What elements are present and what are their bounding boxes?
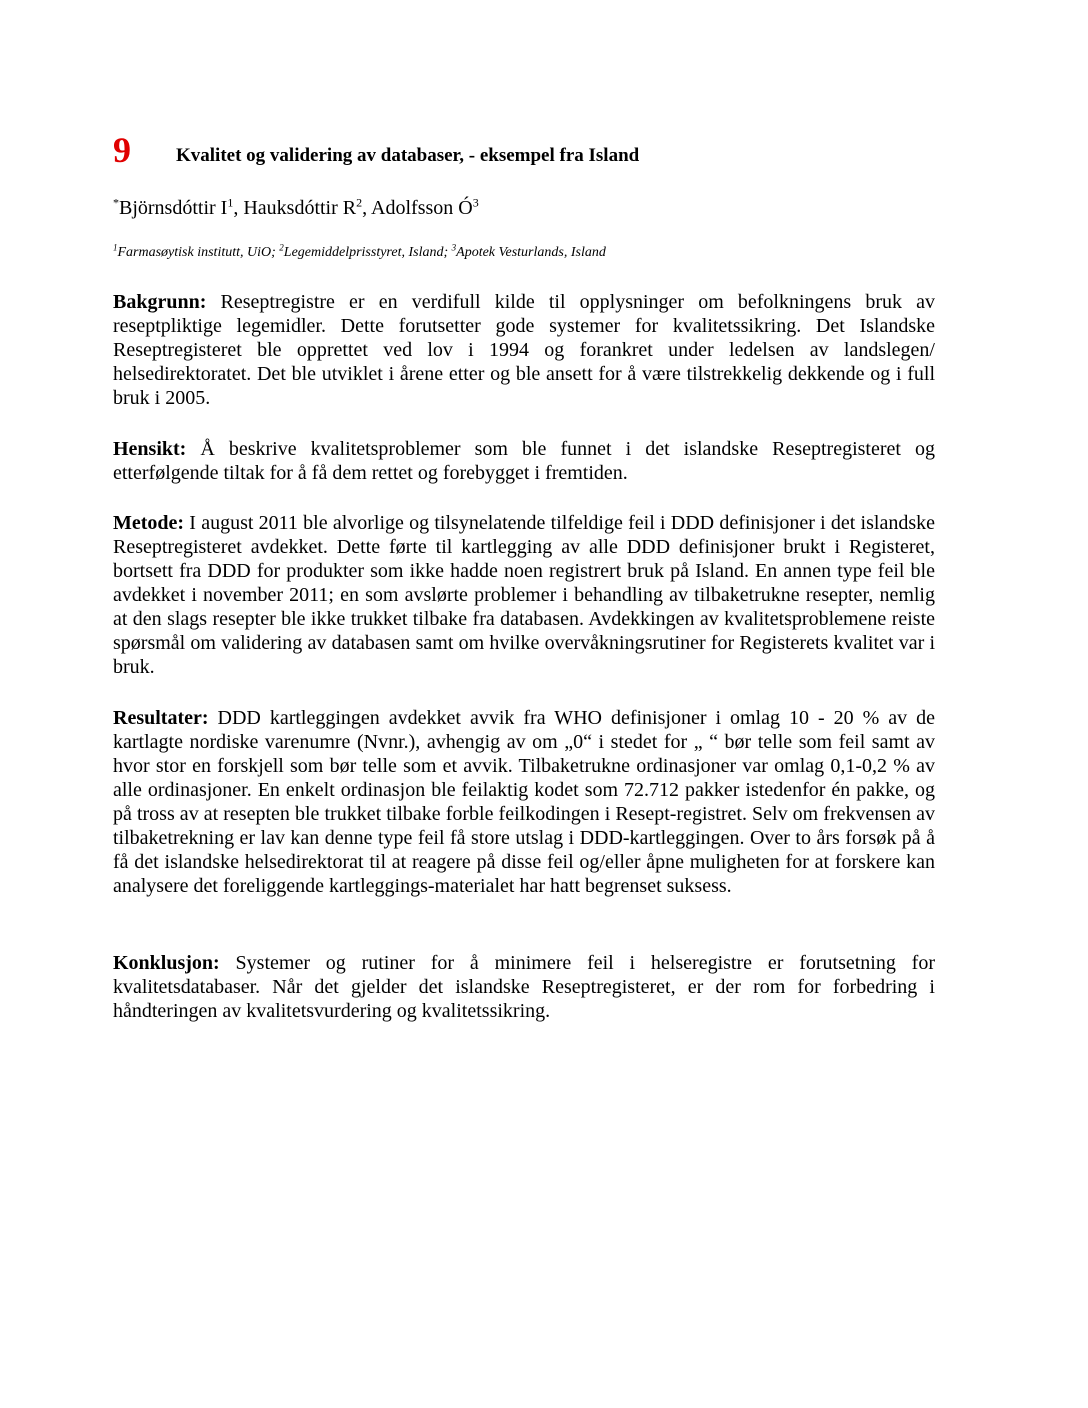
author-affiliation-ref: 2: [356, 195, 363, 210]
author-name: Adolfsson Ó: [371, 197, 473, 219]
section-bakgrunn: [113, 290, 935, 410]
affiliation-text: Legemiddelprisstyret, Island;: [283, 245, 452, 260]
corresponding-author-marker: *: [113, 195, 119, 210]
section-text: DDD kartleggingen avdekket avvik fra WHO definisjoner i omlag 10 - 20 % av de kartlagte nordiske varenumre (Nvnr.), avhengig av om „0“ i stedet for „ “ bør telle som feil samt av hvor stor en forskjell som bør telle som et avvik. Tilbaketrukne ordinasjoner var omlag 0,1-0,2 % av alle ordinasjoner. En enkelt ordinasjon ble feilaktig kodet som 72.712 pakker istedenfor én pakke, og på tross av at resepten ble trukket tilbake forble feilkodingen i Resept-registret. Selv om frekvensen av tilbaketrekning er lav kan denne type feil få store utslag i DDD-kartleggingen. Over to års forsøk på å få det islandske helsedirektorat til at reagere på disse feil og/eller åpne muligheten for at forskere kan analysere det foreliggende kartleggings-materialet har hatt begrenset suksess.: [113, 707, 935, 897]
author-affiliation-ref: 3: [472, 195, 479, 210]
affiliation-number: 2: [279, 242, 284, 253]
section-resultater: [113, 706, 935, 898]
section-text: Reseptregistre er en verdifull kilde til opplysninger om befolkningens bruk av reseptpliktige legemidler. Dette forutsetter gode systemer for kvalitetssikring. Det Islandske Reseptregisteret ble opprettet ved lov i 1994 og forankret under ledelsen av landslegen/ helsedirektoratet. Det ble utviklet i årene etter og ble ansett for å være tilstrekkelig dekkende og i full bruk i 2005.: [113, 291, 935, 409]
affiliation-number: 1: [113, 242, 118, 253]
section-text: Å beskrive kvalitetsproblemer som ble funnet i det islandske Reseptregisteret og etterfølgende tiltak for å få dem rettet og forebygget i fremtiden.: [113, 438, 935, 484]
section-metode: [113, 511, 935, 679]
affiliation-text: Apotek Vesturlands, Island: [456, 245, 606, 260]
abstract-header: [113, 130, 943, 180]
author-name: Hauksdóttir R: [243, 197, 357, 219]
section-label: Hensikt:: [113, 438, 187, 460]
section-text: Systemer og rutiner for å minimere feil i helseregistre er forutsetning for kvalitetsdatabaser. Når det gjelder det islandske Reseptregisteret, er der rom for forbedring i håndteringen av kvalitetsvurdering og kvalitetssikring.: [113, 952, 935, 1022]
author-name: Björnsdóttir I: [119, 197, 228, 219]
affiliation-list: [113, 243, 606, 263]
section-label: Resultater:: [113, 707, 209, 729]
affiliation-number: 3: [451, 242, 457, 253]
affiliation-text: Farmasøytisk institutt, UiO;: [117, 245, 280, 260]
author-affiliation-ref: 1: [227, 195, 234, 210]
section-text: I august 2011 ble alvorlige og tilsynelatende tilfeldige feil i DDD definisjoner i det islandske Reseptregisteret avdekket. Dette førte til kartlegging av alle DDD definisjoner brukt i Registeret, bortsett fra DDD for produkter som ikke hadde noen registrert bruk på Island. En annen type feil ble avdekket i november 2011; en som avslørte problemer i behandling av tilbaketrukne resepter, nemlig at den slags resepter ble ikke trukket tilbake fra databasen. Avdekkingen av kvalitetsproblemene reiste spørsmål om validering av databasen samt om hvilke overvåkningsrutiner for Registerets kvalitet var i bruk.: [113, 512, 935, 678]
section-label: Bakgrunn:: [113, 291, 207, 313]
section-label: Metode:: [113, 512, 185, 534]
section-hensikt: [113, 437, 935, 485]
section-konklusjon: [113, 951, 935, 1023]
section-label: Konklusjon:: [113, 952, 220, 974]
author-list: [113, 194, 479, 222]
abstract-number: 9: [113, 130, 131, 170]
author-separator: ,: [233, 197, 244, 219]
author-separator: ,: [362, 197, 372, 219]
abstract-title: Kvalitet og validering av databaser, - eksempel fra Island: [176, 145, 640, 166]
